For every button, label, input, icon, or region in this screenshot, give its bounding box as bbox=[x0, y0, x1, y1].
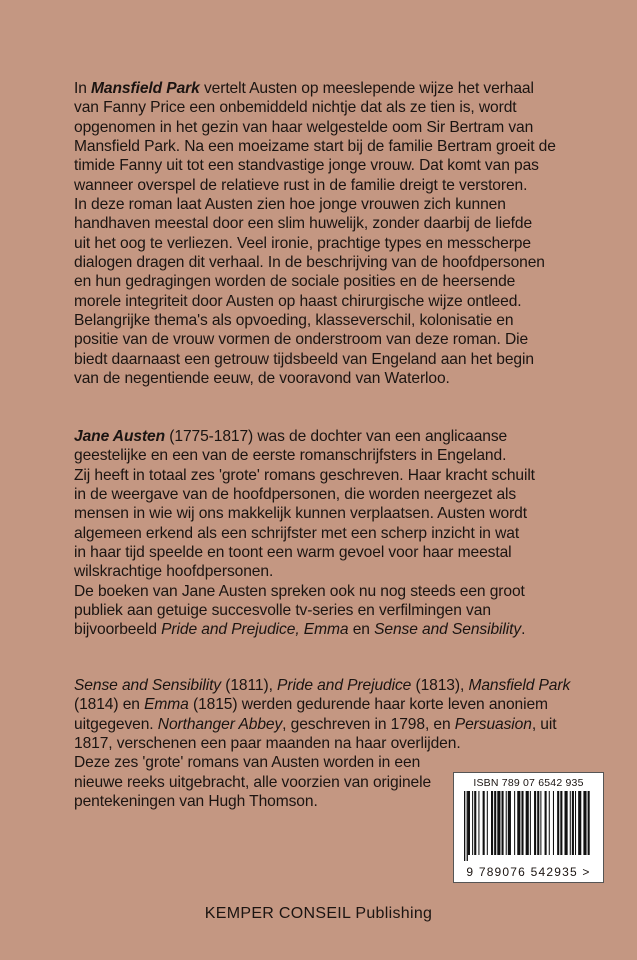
barcode-number: 9 789076 542935 > bbox=[466, 865, 591, 879]
bio-line: publiek aan getuige succesvolle tv-series en verfilmingen van bbox=[74, 602, 491, 620]
blurb-line: dialogen dragen dit verhaal. In de beschrijving van de hoofdpersonen bbox=[74, 254, 545, 272]
barcode-bar bbox=[560, 791, 562, 855]
barcode-bar bbox=[478, 791, 479, 855]
barcode-bar bbox=[474, 791, 476, 855]
barcode-bar bbox=[514, 791, 515, 855]
barcode-bar bbox=[534, 791, 536, 855]
author-bio bbox=[74, 427, 579, 640]
barcode-bar bbox=[530, 791, 531, 855]
barcode-bar bbox=[588, 791, 590, 855]
blurb-line: wanneer overspel de relatieve rust in de familie dreigt te verstoren. bbox=[74, 176, 528, 194]
novel-title: Emma bbox=[144, 696, 189, 714]
novels-line bbox=[74, 695, 579, 714]
isbn-barcode bbox=[453, 772, 604, 883]
novels-text: (1811), bbox=[225, 677, 273, 694]
novel-title: Northanger Abbey bbox=[157, 715, 283, 733]
barcode-bar bbox=[483, 791, 485, 855]
barcode-bar bbox=[545, 791, 547, 855]
bio-line: in haar tijd speelde en toont een warm gevoel voor haar meestal bbox=[74, 544, 512, 562]
novels-line bbox=[74, 676, 579, 695]
barcode-bar bbox=[487, 791, 488, 855]
blurb-line: Belangrijke thema's als opvoeding, klasseverschil, kolonisatie en bbox=[74, 312, 514, 330]
bio-text: bijvoorbeeld bbox=[74, 621, 157, 639]
novel-title: Pride and Prejudice bbox=[277, 677, 412, 694]
barcode-bar bbox=[521, 791, 523, 855]
barcode-bar bbox=[565, 791, 568, 855]
book-title: Mansfield Park bbox=[91, 80, 200, 97]
barcode-bar bbox=[537, 791, 539, 855]
barcode-bar bbox=[526, 791, 529, 855]
isbn-label: ISBN 789 07 6542 935 bbox=[473, 777, 584, 789]
barcode-bar bbox=[553, 791, 554, 855]
barcode-bar bbox=[517, 791, 520, 855]
novels-line: nieuwe reeks uitgebracht, alle voorzien van originele bbox=[74, 773, 432, 791]
novels-text: (1814) en bbox=[74, 696, 140, 714]
blurb-line: uit het oog te verliezen. Veel ironie, prachtige types en messcherpe bbox=[74, 234, 531, 252]
blurb-line: Mansfield Park. Na een moeizame start bij de familie Bertram groeit de bbox=[74, 138, 556, 156]
bio-line: Zij heeft in totaal zes 'grote' romans geschreven. Haar kracht schuilt bbox=[74, 466, 535, 484]
bio-text: . bbox=[521, 621, 526, 639]
novel-title: Pride and Prejudice, bbox=[161, 621, 300, 639]
bio-line: geestelijke en een van de eerste romanschrijfsters in Engeland. bbox=[74, 447, 507, 465]
author-name: Jane Austen bbox=[74, 428, 166, 445]
barcode-bar bbox=[570, 791, 571, 855]
bio-line: mensen in wie wij ons makkelijk kunnen verplaatsen. Austen wordt bbox=[74, 505, 527, 523]
novels-text: (1815) werden gedurende haar korte leven anoniem bbox=[192, 696, 548, 714]
barcode-bar bbox=[491, 791, 493, 855]
barcode-bar bbox=[472, 791, 473, 855]
blurb-line bbox=[74, 79, 579, 98]
bio-line: algemeen erkend als een schrijfster met een scherp inzicht in wat bbox=[74, 524, 520, 542]
bio-line bbox=[74, 427, 579, 446]
novel-title: Sense and Sensibility bbox=[374, 621, 522, 639]
bio-line: in de weergave van de hoofdpersonen, die worden neergezet als bbox=[74, 486, 517, 504]
bio-line: wilskrachtige hoofdpersonen. bbox=[74, 563, 274, 581]
blurb-line: positie van de vrouw vormen de onderstroom van deze roman. Die bbox=[74, 331, 529, 349]
barcode-guard-bar bbox=[464, 791, 465, 861]
novels-line bbox=[74, 715, 579, 734]
novel-title: Emma bbox=[303, 621, 349, 639]
novels-text: , geschreven in 1798, en bbox=[282, 715, 451, 733]
novel-title: Mansfield Park bbox=[468, 677, 571, 694]
novels-text: uitgegeven. bbox=[74, 715, 154, 733]
barcode-bar bbox=[508, 791, 511, 855]
barcode-bar bbox=[583, 791, 586, 855]
novels-line: 1817, verschenen een paar maanden na haar overlijden. bbox=[74, 735, 461, 753]
barcode-bar bbox=[578, 791, 581, 855]
barcode-bar bbox=[494, 791, 496, 855]
novel-title: Sense and Sensibility bbox=[74, 677, 222, 694]
bio-line bbox=[74, 620, 579, 639]
novel-title: Persuasion bbox=[454, 715, 532, 733]
novels-text: (1813), bbox=[415, 677, 465, 694]
blurb-line: handhaven meestal door een slim huwelijk, zonder daarbij de liefde bbox=[74, 215, 533, 233]
barcode-bar bbox=[575, 791, 576, 855]
barcode-bar bbox=[502, 791, 504, 855]
barcode-bar bbox=[572, 791, 574, 855]
novels-text: , uit bbox=[531, 715, 557, 733]
blurb-line: biedt daarnaast een getrouw tijdsbeeld van Engeland aan het begin bbox=[74, 350, 534, 368]
barcode-bar bbox=[468, 791, 470, 855]
barcode-bar bbox=[497, 791, 500, 855]
barcode-bars bbox=[464, 791, 595, 861]
blurb-line: van de negentiende eeuw, de vooravond van Waterloo. bbox=[74, 370, 450, 388]
bio-text: en bbox=[352, 621, 370, 639]
book-blurb bbox=[74, 79, 579, 389]
blurb-line: en hun gedragingen worden de sociale posities en de heersende bbox=[74, 273, 516, 291]
bio-line: De boeken van Jane Austen spreken ook nu nog steeds een groot bbox=[74, 582, 525, 600]
publisher-name: KEMPER CONSEIL Publishing bbox=[204, 905, 433, 922]
blurb-line: In deze roman laat Austen zien hoe jonge vrouwen zich kunnen bbox=[74, 196, 506, 214]
novels-line: pentekeningen van Hugh Thomson. bbox=[74, 793, 318, 811]
blurb-line: opgenomen in het gezin van haar welgestelde oom Sir Bertram van bbox=[74, 118, 534, 136]
blurb-text: vertelt Austen op meeslepende wijze het verhaal bbox=[203, 80, 534, 97]
bio-text: (1775-1817) was de dochter van een anglicaanse bbox=[169, 428, 508, 445]
blurb-line: morele integriteit door Austen op haast chirurgische wijze ontleed. bbox=[74, 292, 522, 310]
barcode-guard-bar bbox=[467, 791, 468, 861]
barcode-bar bbox=[557, 791, 559, 855]
barcode-bar bbox=[549, 791, 550, 855]
blurb-line: van Fanny Price een onbemiddeld nichtje dat als ze tien is, wordt bbox=[74, 99, 517, 117]
novels-line: Deze zes 'grote' romans van Austen worden in een bbox=[74, 754, 421, 772]
blurb-line: timide Fanny uit tot een standvastige jonge vrouw. Dat komt van pas bbox=[74, 157, 539, 175]
barcode-bar bbox=[540, 791, 541, 855]
barcode-bar bbox=[506, 791, 507, 855]
blurb-prefix: In bbox=[74, 80, 87, 97]
